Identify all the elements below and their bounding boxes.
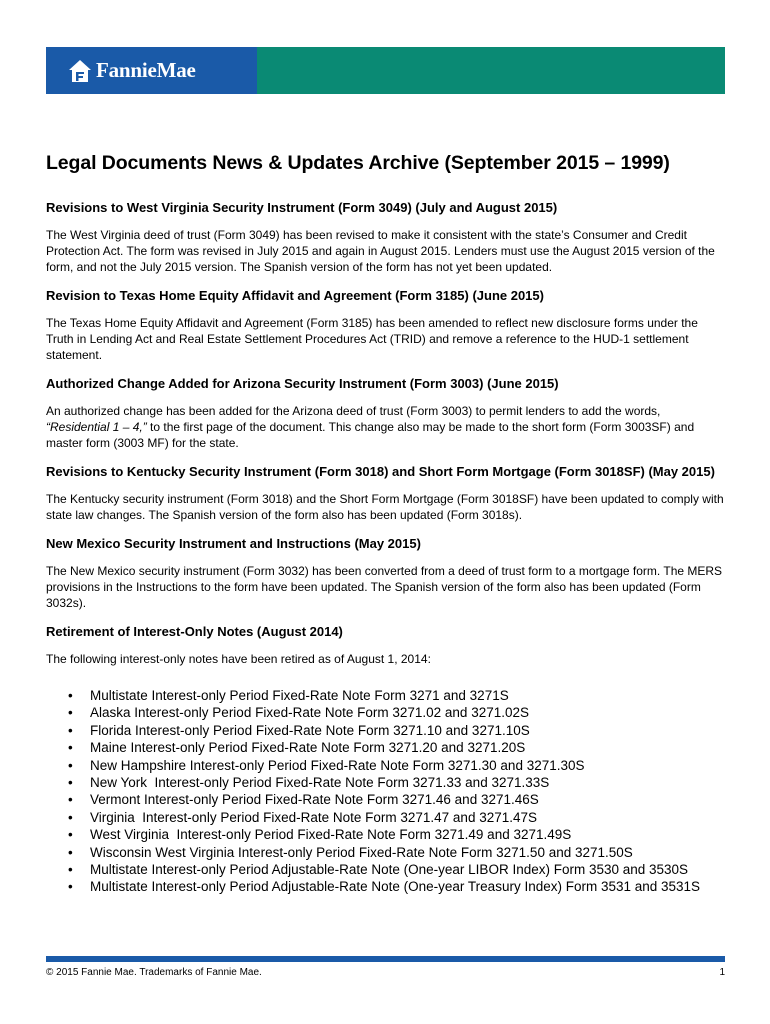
list-item-text: New York Interest-only Period Fixed-Rate Note Form 3271.33 and 3271.33S	[90, 775, 550, 791]
section-body	[46, 403, 724, 451]
footer-divider	[46, 956, 725, 962]
bullet-icon: •	[68, 792, 73, 808]
header-banner	[46, 47, 725, 94]
section-heading: New Mexico Security Instrument and Instructions (May 2015)	[46, 536, 421, 551]
bullet-icon: •	[68, 775, 73, 791]
section-body: The New Mexico security instrument (Form 3032) has been converted from a deed of trust form to a mortgage form. The MERS provisions in the Instructions to the form have been updated. The Spanish version of the form also has been updated (Form 3032s).	[46, 564, 723, 610]
list-item-text: Multistate Interest-only Period Adjustable-Rate Note (One-year LIBOR Index) Form 3530 and 3530S	[90, 862, 689, 878]
list-item	[46, 878, 724, 895]
list-item	[46, 774, 724, 791]
page-footer	[46, 967, 725, 978]
list-item	[46, 809, 724, 826]
list-item	[46, 791, 724, 808]
list-item-text: Vermont Interest-only Period Fixed-Rate Note Form 3271.46 and 3271.46S	[90, 792, 539, 808]
section-body-text: An authorized change has been added for the Arizona deed of trust (Form 3003) to permit lenders to add the words,	[46, 404, 661, 418]
section-heading: Revisions to West Virginia Security Instrument (Form 3049) (July and August 2015)	[46, 200, 558, 215]
section-body: The Kentucky security instrument (Form 3018) and the Short Form Mortgage (Form 3018SF) have been updated to comply with state law changes. The Spanish version of the form also has been updated (Form 3018s).	[46, 492, 724, 522]
list-item	[46, 757, 724, 774]
page-number: 1	[719, 967, 725, 978]
bullet-icon: •	[68, 809, 73, 825]
list-item	[46, 739, 724, 756]
bullet-icon: •	[68, 757, 73, 773]
list-item-text: Maine Interest-only Period Fixed-Rate Note Form 3271.20 and 3271.20S	[90, 740, 526, 756]
bullet-icon: •	[68, 688, 73, 703]
list-item-text: Alaska Interest-only Period Fixed-Rate Note Form 3271.02 and 3271.02S	[90, 705, 529, 721]
banner-blue-block	[46, 47, 257, 94]
list-item	[46, 826, 724, 843]
section-body: The West Virginia deed of trust (Form 3049) has been revised to make it consistent with the state’s Consumer and Credit Protection Act. The form was revised in July 2015 and again in August 2015. Lenders must use the August 2015 version of the form, and not the July 2015 version. The Spanish version of the form has not yet been updated.	[46, 228, 715, 274]
bullet-icon: •	[68, 705, 73, 721]
section-body-text: to the first page of the document. This change also may be made to the short form (Form 3003SF) and master form (3003 MF) for the state.	[46, 420, 695, 450]
section-heading: Retirement of Interest-Only Notes (August 2014)	[46, 624, 343, 639]
copyright-text: © 2015 Fannie Mae. Trademarks of Fannie Mae.	[46, 967, 262, 978]
list-item	[46, 861, 724, 878]
list-item-text: Wisconsin West Virginia Interest-only Period Fixed-Rate Note Form 3271.50 and 3271.50S	[90, 844, 633, 860]
fannie-mae-logo[interactable]	[68, 58, 196, 83]
bullet-icon: •	[68, 844, 73, 860]
house-logo-icon	[68, 59, 92, 83]
section-body: The Texas Home Equity Affidavit and Agreement (Form 3185) has been amended to reflect new disclosure forms under the Truth in Lending Act and Real Estate Settlement Procedures Act (TRID) and remove a reference to the HUD-1 settlement statement.	[46, 316, 698, 362]
bullet-icon: •	[68, 827, 73, 843]
section-body-italic: “Residential 1 – 4,”	[46, 420, 147, 434]
page-title: Legal Documents News & Updates Archive (September 2015 – 1999)	[46, 152, 670, 174]
logo-text: FannieMae	[96, 58, 196, 82]
section-heading: Revisions to Kentucky Security Instrument (Form 3018) and Short Form Mortgage (Form 3018SF) (May 2015)	[46, 464, 715, 479]
list-item-text: Florida Interest-only Period Fixed-Rate Note Form 3271.10 and 3271.10S	[90, 722, 530, 738]
section-heading: Authorized Change Added for Arizona Security Instrument (Form 3003) (June 2015)	[46, 376, 559, 391]
list-item-text: New Hampshire Interest-only Period Fixed-Rate Note Form 3271.30 and 3271.30S	[90, 757, 585, 773]
bullet-icon: •	[68, 722, 73, 738]
list-item-text: Virginia Interest-only Period Fixed-Rate Note Form 3271.47 and 3271.47S	[90, 809, 538, 825]
bullet-icon: •	[68, 740, 73, 756]
list-item	[46, 722, 724, 739]
list-item-text: Multistate Interest-only Period Fixed-Rate Note Form 3271 and 3271S	[90, 688, 509, 703]
list-item	[46, 844, 724, 861]
section-body: The following interest-only notes have been retired as of August 1, 2014:	[46, 652, 431, 666]
list-item-text: West Virginia Interest-only Period Fixed-Rate Note Form 3271.49 and 3271.49S	[90, 827, 572, 843]
list-item	[46, 704, 724, 721]
section-heading: Revision to Texas Home Equity Affidavit and Agreement (Form 3185) (June 2015)	[46, 288, 544, 303]
banner-green-block	[257, 47, 725, 94]
bullet-icon: •	[68, 862, 73, 878]
list-item-text: Multistate Interest-only Period Adjustable-Rate Note (One-year Treasury Index) Form 3531 and 3531S	[90, 879, 701, 895]
list-item	[46, 687, 724, 704]
bullet-icon: •	[68, 879, 73, 895]
document-body	[46, 152, 724, 896]
retired-notes-list	[46, 687, 724, 896]
